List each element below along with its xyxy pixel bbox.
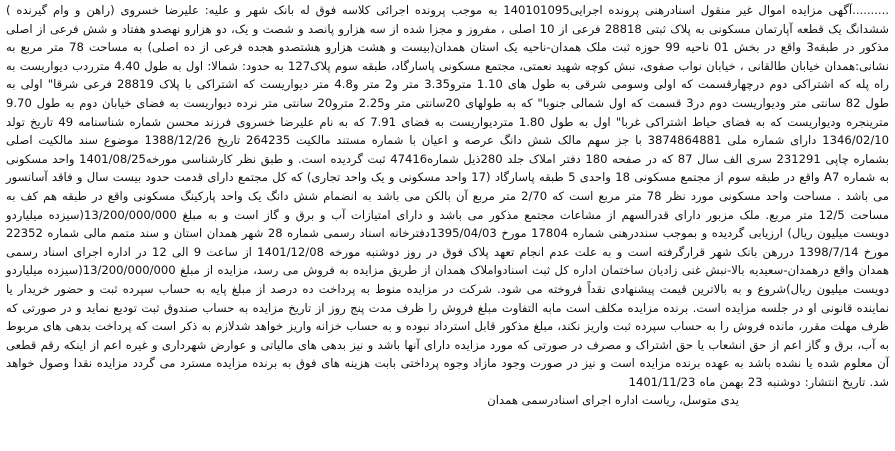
auction-notice-text: ..........آگهی مزایده اموال غیر منقول اسنادرهنی پرونده اجرایی140101095 به موجب پرونده اجرائی کلاسه فوق له بانک شهر و علیه: علیرضا خسروی (راهن و وام گیرنده ) ششدانگ یک قطعه آپارتمان مسکونی به پلاک ثبتی 28818 فرعی از 10 اصلی ، مفروز و مجزا شده از سه هزارو پانصد و شصت و یک، دو هزارو نهصدو هفتاد و شش فرعی از اصلی مذکور در طبقه3 واقع در بخش 01 ناحیه 99 حوزه ثبت ملک همدان-ناحیه یک استان همدان(بیست و هشت هزارو هشتصدو هجده فرعی از ده اصلی) به مساحت 78 متر مربع به نشانی:همدان خیابان طالقانی ، خیابان نواب صفوی، نبش کوچه شهید نعمتی، مجتمع مسکونی پاسارگاد، طبقه سوم پلاک127 به حدود: شمالا: اول به طول 4.40 مترردب دیواریست به راه پله که اشتراکی دوم درچهارقسمت که اولی وسومی شرقی به طول های 1.10 مترو3.35 متر و2 متر و4.8 متر دیواریست که اشتراکی با پلاک 28819 فرعی شرقا" اولی به طول 82 سانتی متر ودیواریست دوم در3 قسمت که اول شمالی جنوبا" که به طولهای 20سانتی متر و2.25 مترو20 سانتی متر نرده دیواریست به فضای خیابان دوم به طول 9.70 مترینجره ودیواریست که به فضای حیاط اشتراکی غربا" اول به طول 1.80 متردیواریست به فضای 7.91 که به نام علیرضا خسروی فرزند محسن شماره شناسنامه 49 تاریخ تولد 1346/02/10 دارای شماره ملی 3874864881 با جز سهم مالک شش دانگ عرصه و اعیان با شماره مستند مالکیت 264235 تاریخ 1388/12/26 موضوع سند مالکیت اصلی بشماره چاپی 231291 سری الف سال 87 که در صفحه 180 دفتر املاک جلد 280ذیل شماره47416 ثبت گردیده است. و طبق نظر کارشناسی مورخه1401/08/25 واحد مسکونی به شماره A7 واقع در طبقه سوم از مجتمع مسکونی 18 واحدی 5 طبقه پاسارگاد (17 واحد مسکونی و یک واحد تجاری) که کل مجتمع دارای قدمت حدود بیست سال و فاقد آسانسور می باشد . مساحت واحد مسکونی مورد نظر 78 متر مربع است که 2/70 متر مربع آن بالکن می باشد به انضمام شش دانگ یک واحد پارکینگ مسکونی واقع در طبقه هم کف به مساحت 12/5 متر مربع. ملک مزبور دارای قدرالسهم از مشاعات مجتمع مذکور می باشد و دارای امتیازات آب و برق و گاز است و به مبلغ 13/200/000/000(سیزده میلیاردو دویست میلیون ریال) ارزیابی گردیده و بموجب سنددرهنی شماره 17804 مورخ 1395/04/03دفترخانه اسناد رسمی شماره 28 شهر همدان استان و سند متمم مالی شماره 22352 مورخ 1398/7/14 دررهن بانک شهر قرارگرفته است و به علت عدم انجام تعهد پلاک فوق در روز دوشنبه مورخه 1401/12/08 از ساعت 9 الی 12 در اداره اجرای اسناد رسمی همدان واقع درهمدان-سعیدیه بالا-نبش غنی زادیان ساختمان اداره کل ثبت اسنادواملاک همدان از طریق مزایده به فروش می رسد، مزایده از مبلغ 13/200/000/000(سیزده میلیاردو دویست میلیون ریال)شروع و به بالاترین قیمت پیشنهادی نقداً فروخته می شود. شرکت در مزایده منوط به پرداخت ده درصد از مبلغ پایه به حساب سپرده ثبت و حضور خریدار یا نماینده قانونی او در جلسه مزایده است. برنده مزایده مکلف است مابه التفاوت مبلغ فروش را ظرف مدت پنج روز از تاریخ مزایده به حساب صندوق ثبت تودیع نماید و در صورتی که ظرف مهلت مقرر، مانده فروش را به حساب سپرده ثبت واریز نکند، مبلغ مذکور قابل استرداد نبوده و به حساب خزانه واریز خواهد شدلازم به ذکر است که پرداخت بدهی های مربوط به آب، برق و گاز اعم از حق انشعاب یا حق اشتراک و مصرف در صورتی که مورد مزایده دارای آنها باشد و نیز بدهی های مالیاتی و عوارض شهرداری و غیره اعم از اینکه رقم قطعی آن معلوم شده یا نشده باشد به عهده برنده مزایده است و نیز در صورت وجود مازاد وجوه پرداختی بابت هزینه های فوق به برنده مزایده مسترد می گردد مزایده نقدا وصول خواهد شد. تاریخ انتشار: دوشنبه 23 بهمن ماه 1401/11/23 bbox=[6, 3, 890, 389]
signature-line: یدی متوسل، ریاست اداره اجرای اسنادرسمی همدان bbox=[487, 393, 739, 408]
